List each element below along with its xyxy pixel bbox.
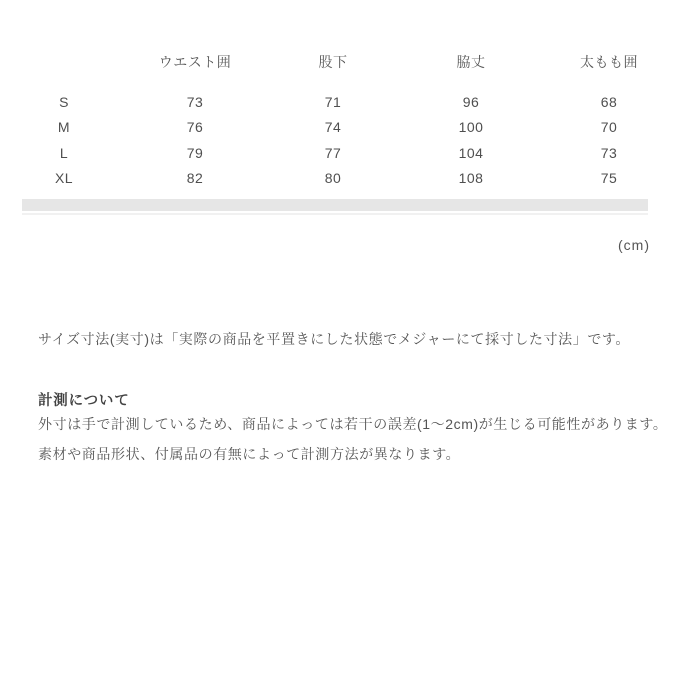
size-label: M: [57, 119, 71, 136]
col-header-side-length: 脇丈: [456, 54, 486, 70]
divider-bar-shadow: [22, 213, 648, 215]
divider-bar: [22, 199, 648, 211]
table-header-row: [2, 48, 678, 76]
size-value: 77: [324, 144, 342, 161]
col-header-thigh: 太もも囲: [580, 54, 638, 70]
size-value: 70: [600, 119, 618, 136]
size-value: 68: [600, 93, 618, 110]
size-value: 73: [186, 93, 204, 110]
size-value: 74: [324, 119, 342, 136]
size-value: 75: [600, 170, 618, 187]
size-value: 108: [458, 170, 484, 187]
size-value: 82: [186, 170, 204, 187]
size-value: 80: [324, 170, 342, 187]
size-value: 71: [324, 93, 342, 110]
size-value: 96: [462, 93, 480, 110]
measurement-heading: 計測について: [38, 393, 130, 409]
size-value: 104: [458, 144, 484, 161]
size-value: 100: [458, 119, 484, 136]
size-table: [2, 48, 678, 191]
table-row-l: [2, 140, 678, 166]
size-value: 73: [600, 144, 618, 161]
measurement-note-1: 外寸は手で計測しているため、商品によっては若干の誤差(1〜2cm)が生じる可能性があります。: [38, 416, 668, 432]
size-label: XL: [54, 170, 74, 187]
table-row-xl: [2, 166, 678, 192]
size-label: S: [59, 93, 69, 110]
size-value: 79: [186, 144, 204, 161]
size-value: 76: [186, 119, 204, 136]
col-header-inseam: 股下: [318, 54, 348, 70]
size-label: L: [59, 144, 69, 161]
size-note: サイズ寸法(実寸)は「実際の商品を平置きにした状態でメジャーにて採寸した寸法」です。: [38, 331, 631, 347]
table-row-m: [2, 115, 678, 141]
measurement-note-2: 素材や商品形状、付属品の有無によって計測方法が異なります。: [38, 446, 461, 462]
unit-label: (cm): [618, 237, 650, 253]
table-row-s: [2, 89, 678, 115]
col-header-waist: ウエスト囲: [158, 54, 232, 70]
